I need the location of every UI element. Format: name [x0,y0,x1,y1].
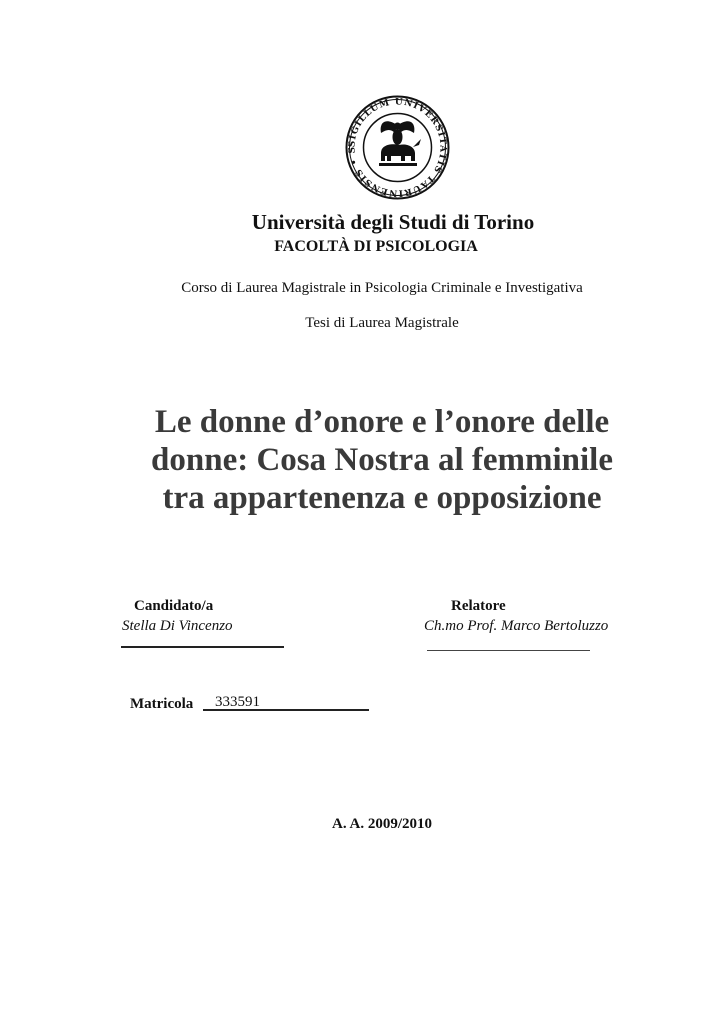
svg-text:SIGILLUM UNIVERSITATIS TAURINE: SIGILLUM UNIVERSITATIS TAURINENSIS • S [347,97,448,198]
supervisor-name: Ch.mo Prof. Marco Bertoluzzo [424,618,609,634]
supervisor-signature-line [427,650,590,651]
course-name: Corso di Laurea Magistrale in Psicologia Criminale e Investigativa [181,280,583,296]
university-name: Università degli Studi di Torino [251,210,535,234]
thesis-type: Tesi di Laurea Magistrale [305,315,459,331]
candidate-signature-line [121,646,284,648]
supervisor-label: Relatore [451,598,506,614]
candidate-label: Candidato/a [134,598,214,614]
matricola-underline [203,709,369,711]
matricola-label: Matricola [130,696,194,712]
thesis-title-line-2: donne: Cosa Nostra al femminile [151,442,613,478]
academic-year: A. A. 2009/2010 [331,816,432,832]
thesis-title-line-1: Le donne d’onore e l’onore delle [154,404,610,440]
thesis-title [100,403,664,517]
university-seal-icon [345,95,450,200]
thesis-title-line-3: tra appartenenza e opposizione [162,480,602,516]
matricola-value: 333591 [215,694,260,710]
candidate-name: Stella Di Vincenzo [122,618,233,634]
faculty-name: FACOLTÀ DI PSICOLOGIA [274,238,478,255]
